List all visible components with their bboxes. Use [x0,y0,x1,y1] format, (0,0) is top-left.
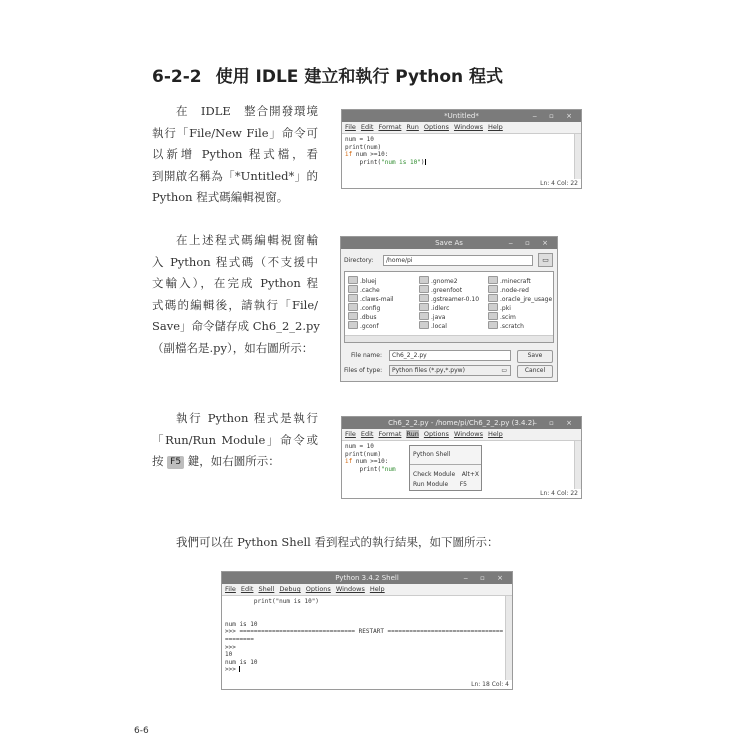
paragraph-run-module [152,408,318,473]
menu-bar [222,584,512,596]
filetype-value: Python files (*.py,*.pyw) [392,367,465,374]
file-name: .pki [500,305,511,312]
shell-line: print("num is 10") [225,598,319,605]
idle-untitled-window [341,109,582,189]
file-item[interactable] [488,276,531,285]
menu-options[interactable]: Options [423,123,449,131]
menu-options[interactable]: Options [305,585,331,593]
file-item[interactable] [348,312,376,321]
code-text: num >=10: [352,458,389,465]
folder-icon [488,312,498,320]
python-shell-window [221,571,513,690]
code-line: print(num) [345,450,382,458]
file-item[interactable] [348,303,380,312]
text-line: Save」命令儲存成 Ch6_2_2.py [152,319,320,333]
text-line: 「Run/Run Module」命令或 [152,432,318,447]
paragraph-new-file [152,101,318,209]
menu-shortcut: F5 [459,481,467,488]
f5-key-badge: F5 [167,456,184,469]
code-line [345,151,578,159]
folder-up-icon[interactable]: ▭ [538,253,553,267]
menu-item-run-module[interactable]: Run Module [413,481,449,488]
folder-icon [488,276,498,284]
save-as-dialog [340,236,558,382]
file-item[interactable] [419,285,462,294]
cancel-button[interactable]: Cancel [517,365,553,378]
file-name: .gnome2 [431,278,458,285]
file-name: .config [360,305,381,312]
code-line: num = 10 [345,443,374,450]
page-number: 6-6 [134,726,149,736]
filename-input[interactable]: Ch6_2_2.py [389,350,511,361]
text-segment: 按 [152,454,164,468]
file-name: .cache [360,287,380,294]
menu-item-python-shell[interactable]: Python Shell [413,451,451,458]
menu-edit[interactable]: Edit [240,585,254,593]
file-list[interactable] [344,271,554,343]
run-dropdown-menu [409,445,482,491]
filename-label: File name: [351,352,382,359]
file-name: .gstreamer-0.10 [431,296,480,303]
shell-line [225,613,509,621]
file-item[interactable] [348,294,394,303]
file-item[interactable] [419,276,458,285]
shell-line: >>> [225,643,236,651]
menu-edit[interactable]: Edit [360,123,374,131]
status-bar: Ln: 4 Col: 22 [540,180,578,187]
code-string: "num [381,465,396,473]
menu-help[interactable]: Help [487,430,503,438]
menu-run[interactable]: Run [406,430,419,438]
code-line [345,159,578,167]
file-name: .node-red [500,287,529,294]
menu-help[interactable]: Help [487,123,503,131]
window-title: Ch6_2_2.py - /home/pi/Ch6_2_2.py (3.4.2) [388,419,535,427]
section-title: 使用 IDLE 建立和執行 Python 程式 [215,67,504,87]
menu-bar [342,429,581,441]
file-item[interactable] [488,285,529,294]
menu-debug[interactable]: Debug [279,585,301,593]
folder-icon [488,294,498,302]
code-text: print( [345,465,382,473]
text-line: 執行 Python 程式是執行 [176,411,318,425]
code-text: ) [420,158,425,166]
paragraph-save-file [152,230,318,359]
menu-windows[interactable]: Windows [453,430,483,438]
code-editor[interactable] [342,134,581,168]
file-name: .scim [500,314,516,321]
text-line [152,451,318,473]
text-segment: 鍵，如右圖所示： [187,454,280,468]
filetype-label: Files of type: [344,367,383,374]
dialog-title-bar [341,237,557,249]
menu-file[interactable]: File [345,123,356,131]
file-item[interactable] [488,294,552,303]
code-keyword: if [345,151,353,158]
directory-select[interactable]: /home/pi [383,255,533,266]
file-name: .gconf [360,323,379,330]
file-name: .claws-mail [360,296,394,303]
file-item[interactable] [419,303,449,312]
file-name: .local [431,323,447,330]
window-title-bar [342,110,581,122]
text-cursor [425,159,426,165]
idle-editor-window-run-menu [341,416,582,499]
code-line: print(num) [345,143,382,151]
folder-icon [419,303,429,311]
folder-icon [419,312,429,320]
menu-help[interactable]: Help [369,585,385,593]
shell-line: >>> ================================ RESTART ================================ [225,628,504,636]
folder-icon [348,321,358,329]
folder-icon [348,312,358,320]
text-line: 在 IDLE 整合開發環境 [176,104,318,118]
menu-bar [342,122,581,134]
menu-format[interactable]: Format [378,430,402,438]
folder-icon [488,321,498,329]
file-name: .greenfoot [431,287,463,294]
file-item[interactable] [419,312,445,321]
text-line: 文輸入），在完成 Python 程 [152,276,318,290]
paragraph-shell-result: 我們可以在 Python Shell 看到程式的執行結果，如下圖所示： [176,535,499,549]
filetype-select[interactable] [389,365,511,376]
folder-icon [348,285,358,293]
window-controls[interactable]: ‒ ▫ × [463,574,508,582]
text-line: 在上述程式碼編輯視窗輸 [176,233,318,247]
file-name: .dbus [360,314,377,321]
menu-shortcut: Alt+X [461,471,479,478]
window-controls[interactable]: ‒ ▫ × [532,112,577,120]
file-name: .minecraft [500,278,531,285]
file-item[interactable] [348,321,379,330]
shell-line: ======== [225,635,254,643]
code-string: "num is 10" [381,158,421,166]
file-item[interactable] [419,294,479,303]
menu-windows[interactable]: Windows [335,585,365,593]
file-item[interactable] [488,303,511,312]
code-text: num >=10: [352,151,389,158]
directory-label: Directory: [344,257,374,264]
shell-output[interactable] [222,596,512,676]
vertical-scrollbar[interactable] [505,596,512,680]
menu-windows[interactable]: Windows [453,123,483,131]
folder-icon [348,276,358,284]
folder-icon [419,294,429,302]
file-name: .java [431,314,446,321]
shell-line [225,666,509,674]
status-bar: Ln: 18 Col: 4 [471,681,509,688]
file-name: .bluej [360,278,377,285]
file-item[interactable] [488,321,524,330]
section-number: 6-2-2 [152,67,202,87]
folder-icon [419,276,429,284]
dropdown-icon: ▭ [501,367,507,374]
folder-icon [419,285,429,293]
text-line: 到開啟名稱為「*Untitled*」的 [152,168,318,183]
window-controls[interactable]: ‒ ▫ × [508,239,553,247]
window-controls[interactable]: ‒ ▫ × [532,419,577,427]
window-title-bar [342,417,581,429]
menu-format[interactable]: Format [378,123,402,131]
section-heading [152,62,503,87]
menu-item-check-module[interactable]: Check Module [413,471,456,478]
menu-file[interactable]: File [225,585,236,593]
file-item[interactable] [348,276,377,285]
file-item[interactable] [419,321,447,330]
text-line: 式碼的編輯後，請執行「File/ [152,297,318,312]
menu-edit[interactable]: Edit [360,430,374,438]
text-cursor [239,666,240,672]
vertical-scrollbar[interactable] [574,441,581,489]
status-bar: Ln: 4 Col: 22 [540,490,578,497]
shell-line: num is 10 [225,620,258,628]
window-title: Python 3.4.2 Shell [335,574,399,582]
file-name: .oracle_jre_usage [500,296,553,303]
text-line: 以新增 Python 程式檔，看 [152,147,318,161]
menu-shell[interactable]: Shell [258,585,275,593]
window-title-bar [222,572,512,584]
text-line: Python 程式碼編輯視窗。 [152,190,289,204]
file-name: .idlerc [431,305,450,312]
shell-line: 10 [225,651,233,659]
file-name: .scratch [500,323,524,330]
folder-icon [419,321,429,329]
code-keyword: if [345,458,353,465]
menu-file[interactable]: File [345,430,356,438]
text-line: （副檔名是.py），如右圖所示： [152,340,314,355]
horizontal-scrollbar[interactable] [345,335,553,342]
window-title: *Untitled* [444,112,479,120]
menu-options[interactable]: Options [423,430,449,438]
text-line: 入 Python 程式碼（不支援中 [152,254,318,269]
file-item[interactable] [488,312,516,321]
folder-icon [488,285,498,293]
folder-icon [348,294,358,302]
dialog-title: Save As [435,239,463,247]
file-item[interactable] [348,285,380,294]
folder-icon [348,303,358,311]
menu-run[interactable]: Run [406,123,419,131]
shell-line: num is 10 [225,658,258,666]
shell-line [225,606,509,614]
folder-icon [488,303,498,311]
vertical-scrollbar[interactable] [574,134,581,179]
text-line: 執行「File/New File」命令可 [152,125,318,140]
shell-prompt: >>> [225,666,240,674]
code-line: num = 10 [345,136,374,143]
menu-separator [410,464,481,465]
save-button[interactable]: Save [517,350,553,363]
code-text: print( [345,158,382,166]
